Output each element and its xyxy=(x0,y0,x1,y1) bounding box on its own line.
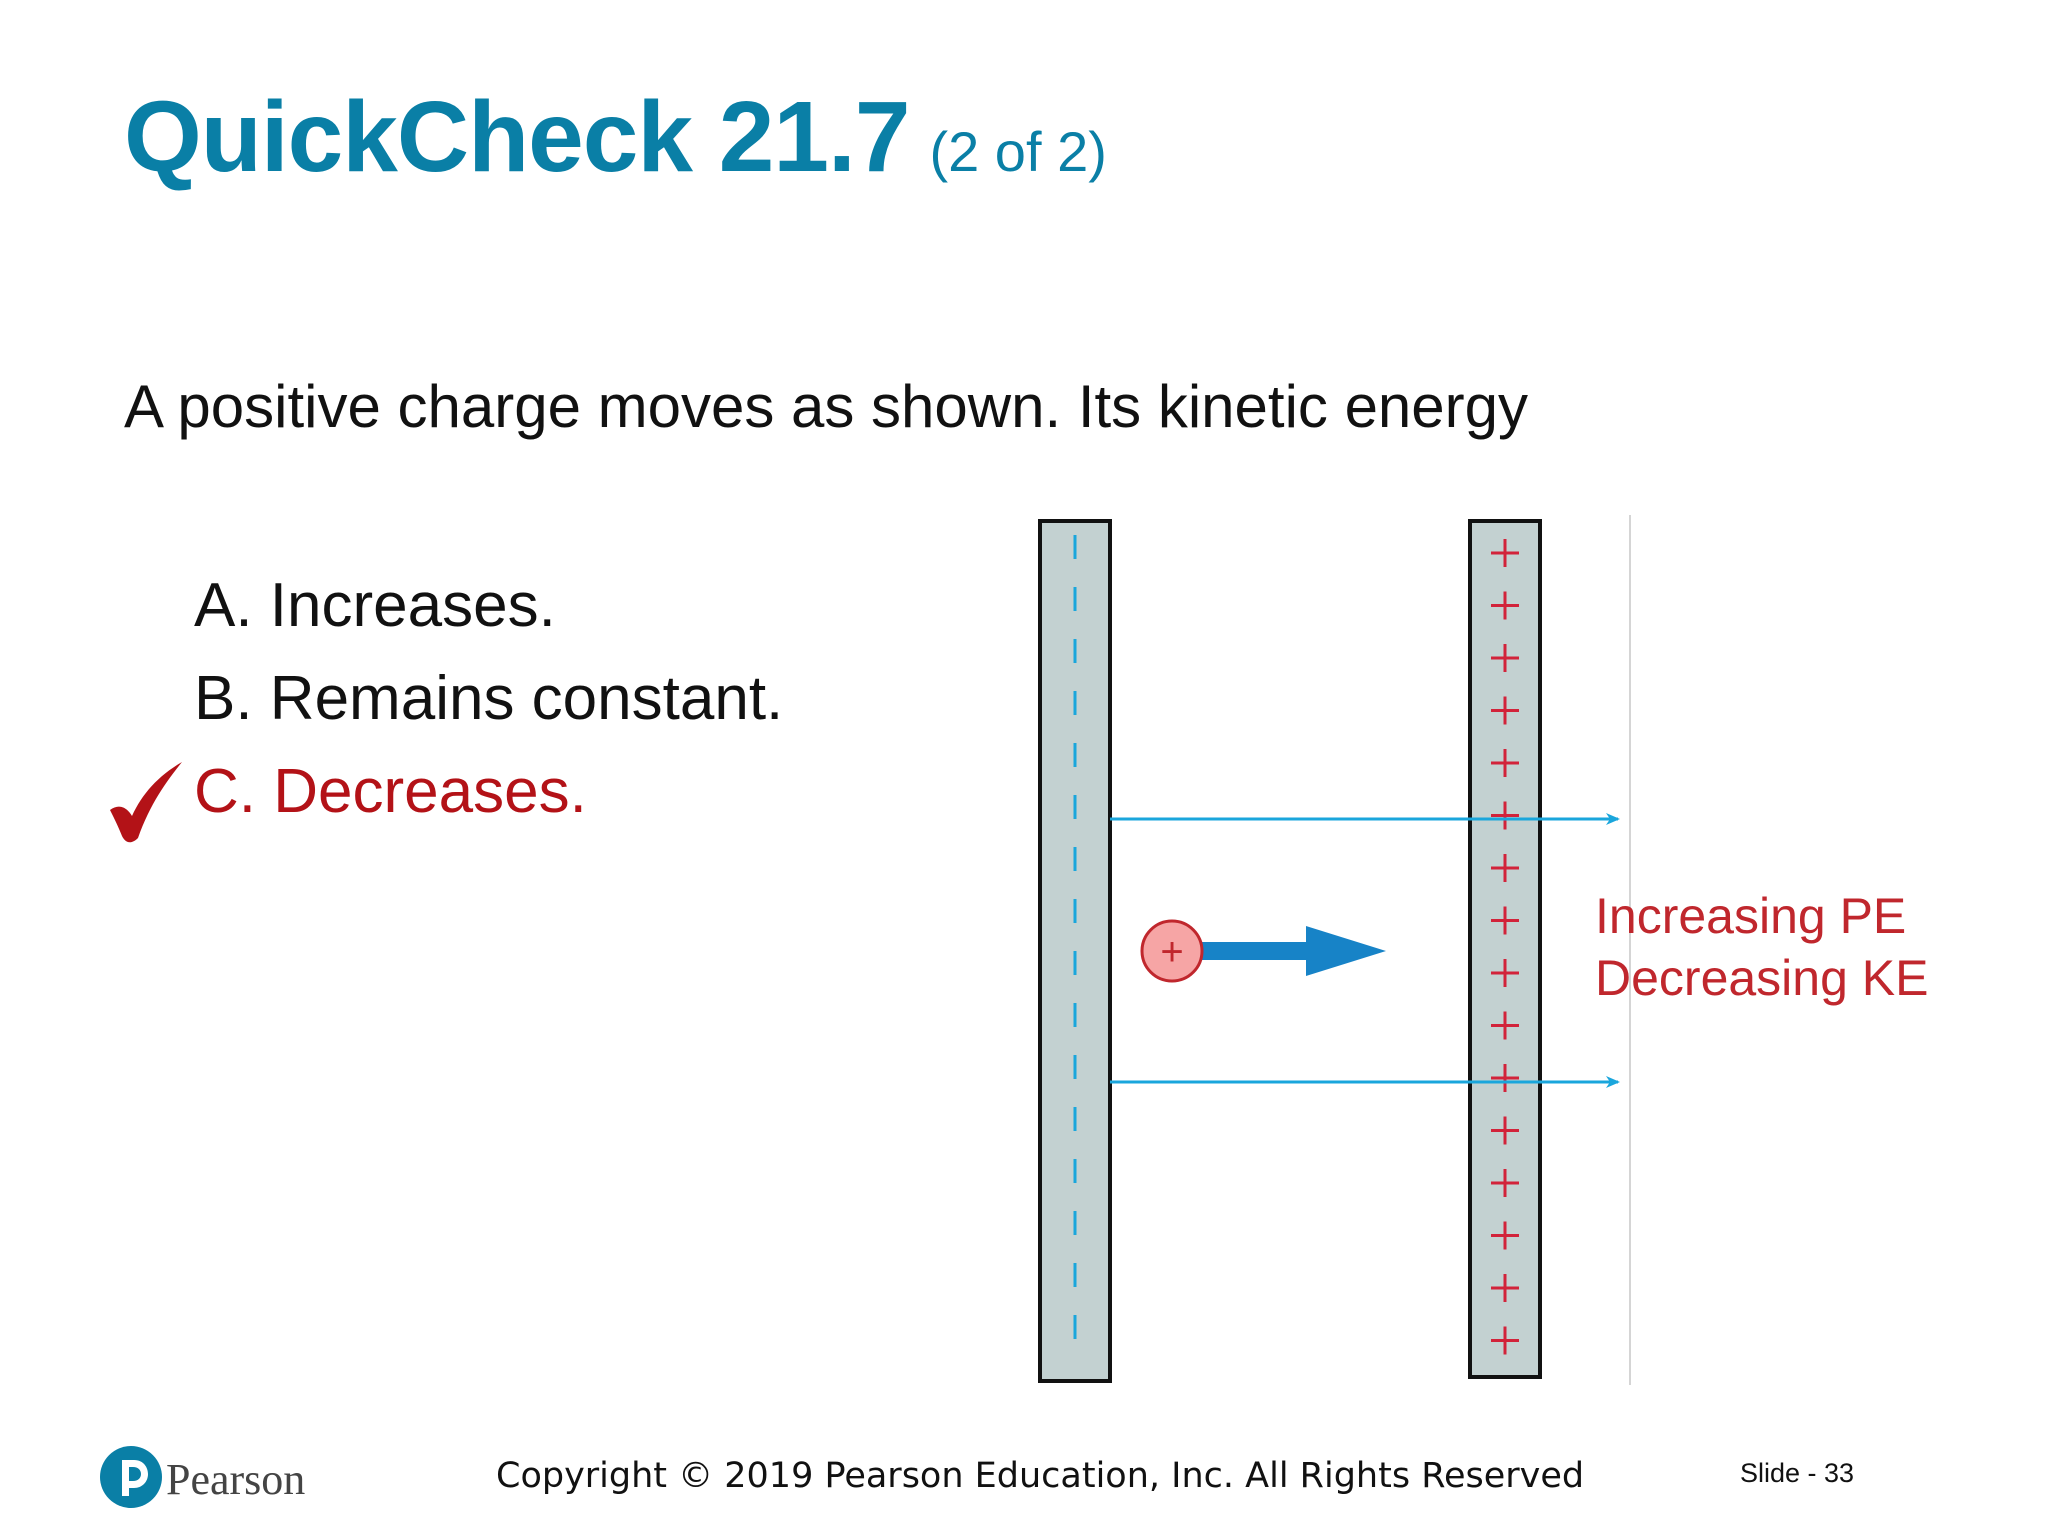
velocity-arrow xyxy=(1195,926,1386,976)
question-text: A positive charge moves as shown. Its kinetic energy xyxy=(124,373,1529,440)
charge-symbol: + xyxy=(1160,930,1184,974)
positive-charge xyxy=(1142,921,1202,981)
choice-a: A. Increases. xyxy=(194,571,556,640)
pearson-logo-icon xyxy=(98,1444,164,1510)
pearson-wordmark: Pearson xyxy=(166,1455,306,1504)
title-main: QuickCheck 21.7 xyxy=(124,81,910,193)
negative-plate xyxy=(1040,521,1110,1381)
choice-b: B. Remains constant. xyxy=(194,664,784,733)
title-part-indicator: (2 of 2) xyxy=(929,120,1107,183)
annotation-ke: Decreasing KE xyxy=(1595,950,1929,1006)
energy-annotation xyxy=(1595,885,1929,1009)
slide-number: Slide - 33 xyxy=(1740,1458,1855,1488)
positive-plate xyxy=(1470,521,1540,1377)
checkmark-icon xyxy=(106,758,186,848)
answer-choices xyxy=(194,568,783,847)
copyright-text: Copyright © 2019 Pearson Education, Inc. All Rights Reserved xyxy=(496,1456,1585,1496)
choice-c-correct: C. Decreases. xyxy=(194,757,587,826)
annotation-pe: Increasing PE xyxy=(1595,888,1907,944)
slide-title xyxy=(124,80,1107,195)
